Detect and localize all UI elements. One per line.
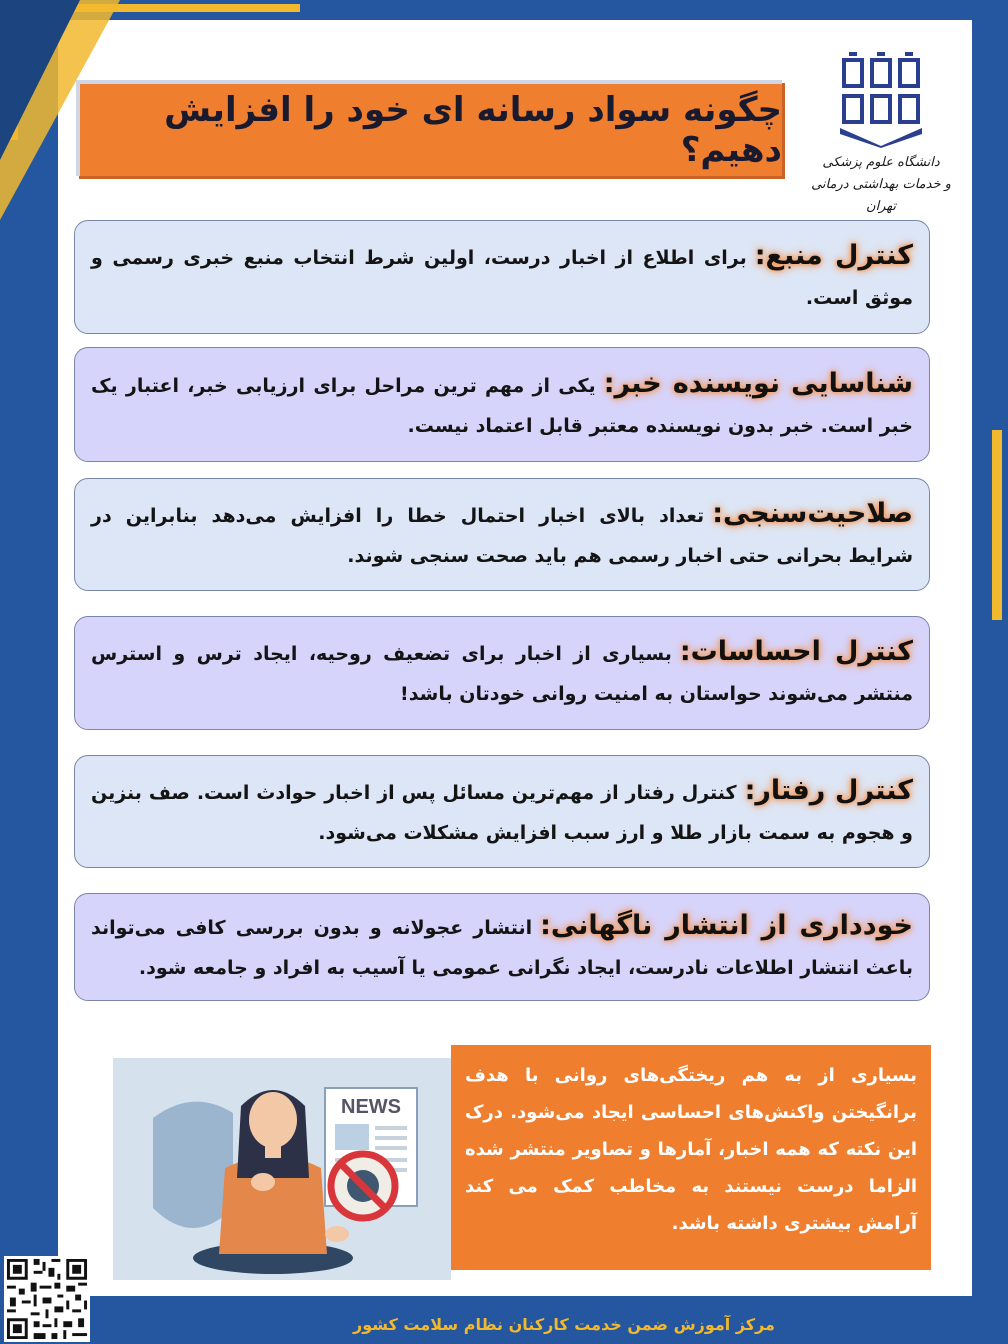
tip-keyword: کنترل رفتار: <box>744 774 914 806</box>
tip-text: یکی از مهم ترین مراحل برای ارزیابی خبر، اعتبار یک خبر است. خبر بدون نویسنده معتبر قابل اعتماد نیست. <box>91 374 913 437</box>
tip-keyword: کنترل منبع: <box>754 240 913 271</box>
tip-card <box>74 220 930 334</box>
tip-text: برای اطلاع از اخبار درست، اولین شرط انتخاب منبع خبری رسمی و موثق است. <box>91 247 913 309</box>
corner-decoration <box>0 0 80 160</box>
tip-text-block <box>91 632 913 714</box>
tip-text: انتشار عجولانه و بدون بررسی کافی می‌تواند باعث انتشار اطلاعات نادرست، ایجاد نگرانی عمومی یا آسیب به افراد و جامعه شود. <box>91 917 913 979</box>
news-label: NEWS <box>341 1096 401 1118</box>
tip-keyword: صلاحیت‌سنجی: <box>712 497 913 529</box>
note-box <box>451 1045 931 1270</box>
university-logo <box>806 48 956 218</box>
university-name-line1: دانشگاه علوم پزشکی <box>822 155 940 170</box>
tip-text: تعداد بالای اخبار احتمال خطا را افزایش می‌دهد بنابراین در شرایط بحرانی حتی اخبار رسمی هم باید صحت سنجی شوند. <box>91 504 913 567</box>
frame-top <box>0 0 1008 20</box>
tip-text-block <box>91 906 913 988</box>
university-name <box>806 152 956 218</box>
tip-card <box>74 893 930 1001</box>
frame-right <box>972 0 1008 1344</box>
meditation-illustration <box>113 1058 451 1280</box>
title-banner <box>76 80 782 176</box>
shield-icon <box>153 1102 233 1228</box>
tip-card <box>74 347 930 462</box>
tip-text-block <box>91 771 913 853</box>
note-text: بسیاری از به هم ریختگی‌های روانی با هدف برانگیختن واکنش‌های احساسی ایجاد می‌شود. درک این نکته که همه اخبار، آمارها و تصاویر منتشر شده الزاما درست نیستند به مخاطب کمک می کند آرامش بیشتری داشته باشد. <box>465 1065 917 1234</box>
tip-text-block <box>91 364 913 446</box>
tip-card <box>74 616 930 730</box>
footer-text: مرکز آموزش ضمن خدمت کارکنان نظام سلامت کشور <box>353 1315 775 1334</box>
tip-keyword: خودداری از انتشار ناگهانی: <box>540 910 913 941</box>
tip-text: کنترل رفتار از مهم‌ترین مسائل پس از اخبار حوادث است. صف بنزین و هجوم به سمت بازار طلا و ارز سبب افزایش مشکلات می‌شود. <box>91 781 913 844</box>
tip-text: بسیاری از اخبار برای تضعیف روحیه، ایجاد ترس و استرس منتشر می‌شوند حواستان به امنیت روانی خودتان باشد! <box>91 643 913 705</box>
frame-accent <box>992 430 1002 620</box>
tip-card <box>74 755 930 868</box>
tip-text-block <box>91 494 913 576</box>
page-title: چگونه سواد رسانه ای خود را افزایش دهیم؟ <box>164 90 782 170</box>
tip-card <box>74 478 930 591</box>
no-sign-icon <box>331 1154 395 1218</box>
university-emblem-icon <box>836 48 926 148</box>
tip-keyword: کنترل احساسات: <box>679 636 913 667</box>
tip-text-block <box>91 236 913 318</box>
tip-keyword: شناسایی نویسنده خبر: <box>603 367 914 399</box>
qr-code-icon <box>4 1256 90 1342</box>
university-name-line2: و خدمات بهداشتی درمانی تهران <box>811 177 951 214</box>
